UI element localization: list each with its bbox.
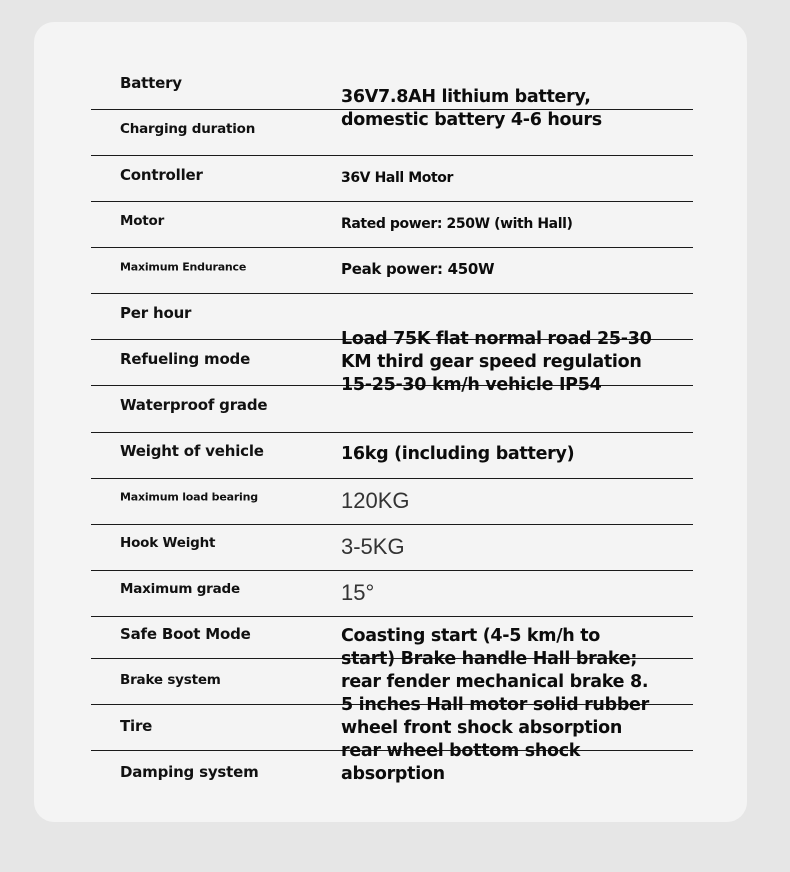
spec-label-hook-weight: Hook Weight (120, 535, 216, 551)
spec-value-motor: Rated power: 250W (with Hall) (341, 216, 573, 232)
spec-label-maximum-load-bearing: Maximum load bearing (120, 490, 258, 504)
spec-label-refueling-mode: Refueling mode (120, 350, 251, 368)
value-line: Coasting start (4-5 km/h to (341, 626, 601, 646)
spec-value-peak-power: Peak power: 450W (341, 260, 495, 278)
spec-value-max-grade: 15° (341, 580, 375, 605)
spec-label-battery: Battery (120, 74, 182, 92)
row-divider (91, 478, 693, 479)
value-line: Load 75K flat normal road 25-30 (341, 329, 652, 349)
spec-label-motor: Motor (120, 213, 165, 229)
spec-label-weight-of-vehicle: Weight of vehicle (120, 442, 264, 460)
value-line: wheel front shock absorption (341, 718, 623, 738)
spec-value-load-speed-waterproof (341, 328, 652, 397)
value-line: 15-25-30 km/h vehicle IP54 (341, 375, 602, 395)
row-divider (91, 293, 693, 294)
spec-value-weight: 16kg (including battery) (341, 444, 575, 464)
value-line: KM third gear speed regulation (341, 352, 642, 372)
spec-label-safe-boot-mode: Safe Boot Mode (120, 625, 251, 643)
value-line: 5 inches Hall motor solid rubber (341, 695, 649, 715)
value-line: 36V7.8AH lithium battery, (341, 87, 591, 107)
row-divider (91, 155, 693, 156)
spec-label-controller: Controller (120, 166, 203, 184)
value-line: start) Brake handle Hall brake; (341, 649, 638, 669)
spec-label-maximum-endurance: Maximum Endurance (120, 260, 247, 274)
spec-label-tire: Tire (120, 717, 153, 735)
row-divider (91, 524, 693, 525)
spec-value-battery-charging (341, 86, 602, 132)
row-divider (91, 247, 693, 248)
spec-value-max-load: 120KG (341, 488, 410, 513)
spec-label-maximum-grade: Maximum grade (120, 581, 240, 597)
value-line: rear fender mechanical brake 8. (341, 672, 649, 692)
spec-label-charging-duration: Charging duration (120, 121, 256, 137)
row-divider (91, 432, 693, 433)
spec-label-damping-system: Damping system (120, 763, 259, 781)
spec-label-brake-system: Brake system (120, 672, 221, 688)
row-divider (91, 616, 693, 617)
value-line: domestic battery 4-6 hours (341, 110, 602, 130)
spec-label-per-hour: Per hour (120, 304, 192, 322)
value-line: absorption (341, 764, 445, 784)
spec-value-boot-brake-tire-damping (341, 625, 649, 786)
value-line: rear wheel bottom shock (341, 741, 581, 761)
spec-value-hook-weight: 3-5KG (341, 534, 405, 559)
row-divider (91, 201, 693, 202)
row-divider (91, 570, 693, 571)
spec-value-controller: 36V Hall Motor (341, 170, 453, 186)
spec-label-waterproof-grade: Waterproof grade (120, 396, 268, 414)
